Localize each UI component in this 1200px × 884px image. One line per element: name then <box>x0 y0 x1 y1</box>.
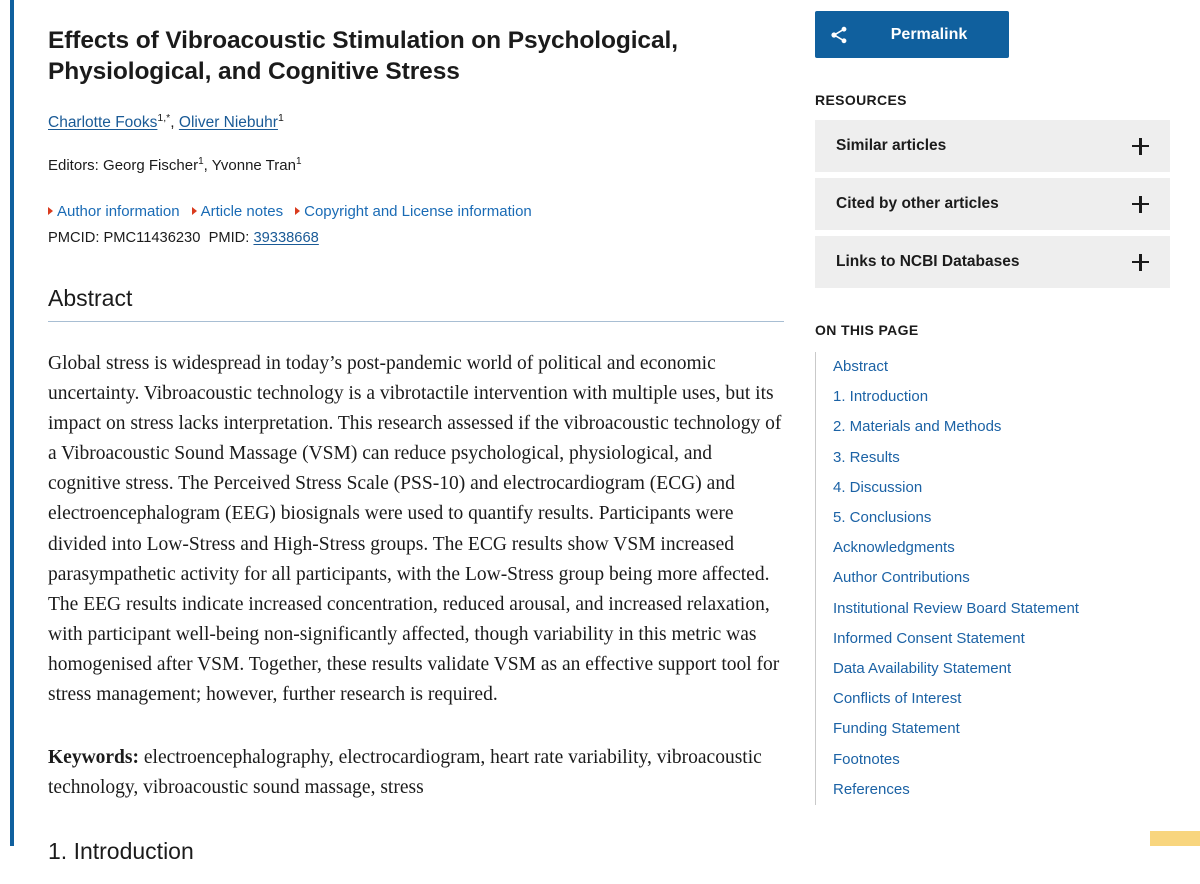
accordion-item-cited-by-other-articles[interactable] <box>815 178 1170 230</box>
nav-item-author-contributions[interactable]: Author Contributions <box>833 569 970 587</box>
nav-item-conclusions[interactable]: 5. Conclusions <box>833 509 932 527</box>
copyright-license-toggle[interactable] <box>295 203 532 220</box>
nav-item-footnotes[interactable]: Footnotes <box>833 750 900 768</box>
author-separator: , <box>170 113 179 131</box>
resources-heading: RESOURCES <box>815 92 907 108</box>
keywords-values: electroencephalography, electrocardiogram, heart rate variability, vibroacoustic technology, vibroacoustic sound massage, stress <box>48 747 762 799</box>
author-information-label: Author information <box>57 202 180 220</box>
nav-item-data-availability-statement[interactable]: Data Availability Statement <box>833 659 1012 677</box>
article-notes-label: Article notes <box>200 202 284 220</box>
author-link-1[interactable]: Charlotte Fooks <box>48 113 158 131</box>
nav-item-funding-statement[interactable]: Funding Statement <box>833 720 960 738</box>
editor-affiliation-2: 1 <box>295 155 302 167</box>
author-affiliation-1: 1,* <box>157 111 171 124</box>
nav-item-references[interactable]: References <box>833 780 910 798</box>
nav-item-conflicts-of-interest[interactable]: Conflicts of Interest <box>833 690 962 708</box>
nav-item-institutional-review-board-statement[interactable]: Institutional Review Board Statement <box>833 599 1079 617</box>
left-accent-rail <box>10 0 14 846</box>
on-this-page-nav <box>815 352 1170 805</box>
abstract-heading: Abstract <box>48 285 784 322</box>
page-title: Effects of Vibroacoustic Stimulation on Psychological, Physiological, and Cognitive Stress <box>48 27 678 86</box>
article-notes-toggle[interactable] <box>192 203 284 220</box>
triangle-right-icon <box>295 207 300 215</box>
nav-item-abstract[interactable]: Abstract <box>833 358 889 376</box>
share-icon <box>815 25 863 45</box>
pmid-link[interactable]: 39338668 <box>253 229 319 246</box>
nav-item-discussion[interactable]: 4. Discussion <box>833 478 923 496</box>
editor-name-2: Yvonne Tran <box>211 156 296 174</box>
author-affiliation-2: 1 <box>277 111 284 124</box>
plus-icon <box>1132 254 1149 271</box>
accordion-item-links-to-ncbi-databases[interactable] <box>815 236 1170 288</box>
nav-item-results[interactable]: 3. Results <box>833 448 900 466</box>
accordion-item-similar-articles[interactable] <box>815 120 1170 172</box>
keywords <box>48 743 784 803</box>
bottom-right-highlight-bar <box>1150 831 1200 846</box>
article-content-column <box>48 0 784 884</box>
copyright-license-label: Copyright and License information <box>304 202 532 220</box>
triangle-right-icon <box>48 207 53 215</box>
permalink-label: Permalink <box>890 25 968 43</box>
nav-item-introduction[interactable]: 1. Introduction <box>833 388 929 406</box>
accordion-label: Links to NCBI Databases <box>836 253 1020 270</box>
editor-list <box>48 157 784 174</box>
nav-item-materials-and-methods[interactable]: 2. Materials and Methods <box>833 418 1002 436</box>
keywords-label: Keywords: <box>48 747 139 769</box>
abstract-text: Global stress is widespread in today’s post-pandemic world of political and economic uncertainty. Vibroacoustic technology is a vibrotactile intervention with multiple uses, but its impact on stress lacks interpretation. This research assessed if the vibroacoustic technology of a Vibroacoustic Sound Massage (VSM) can reduce psychological, physiological, and cognitive stress. The Perceived Stress Scale (PSS-10) and electrocardiogram (ECG) and electroencephalogram (EEG) biosignals were used to quantify results. Participants were divided into Low-Stress and High-Stress groups. The ECG results show VSM increased parasympathetic activity for all participants, with the Low-Stress group being more affected. The EEG results indicate increased concentration, reduced arousal, and increased relaxation, with participant well-being non-significantly affected, though variability in this metric was homogenised after VSM. Together, these results validate VSM as an effective support tool for stress management; however, further research is required. <box>48 352 782 706</box>
introduction-heading: 1. Introduction <box>48 837 194 864</box>
editor-affiliation-1: 1 <box>198 155 204 167</box>
plus-icon <box>1132 196 1149 213</box>
pmcid-value: PMCID: PMC11436230 <box>48 229 201 246</box>
article-identifiers <box>48 230 784 246</box>
accordion-label: Similar articles <box>836 137 947 154</box>
sidebar <box>815 0 1170 805</box>
author-link-2[interactable]: Oliver Niebuhr <box>178 113 278 131</box>
author-list <box>48 113 784 133</box>
nav-item-acknowledgments[interactable]: Acknowledgments <box>833 539 955 557</box>
editors-prefix: Editors: <box>48 156 104 174</box>
article-meta-links <box>48 203 784 221</box>
author-information-toggle[interactable] <box>48 203 180 220</box>
accordion-label: Cited by other articles <box>836 195 999 212</box>
plus-icon <box>1132 138 1149 155</box>
resources-accordion <box>815 120 1170 288</box>
editor-name-1: Georg Fischer <box>103 156 199 174</box>
triangle-right-icon <box>192 207 197 215</box>
pmid-label: PMID: <box>208 229 250 246</box>
permalink-button[interactable] <box>815 11 1009 58</box>
on-this-page-heading: ON THIS PAGE <box>815 322 919 338</box>
nav-item-informed-consent-statement[interactable]: Informed Consent Statement <box>833 629 1025 647</box>
editor-separator: , <box>203 156 212 174</box>
